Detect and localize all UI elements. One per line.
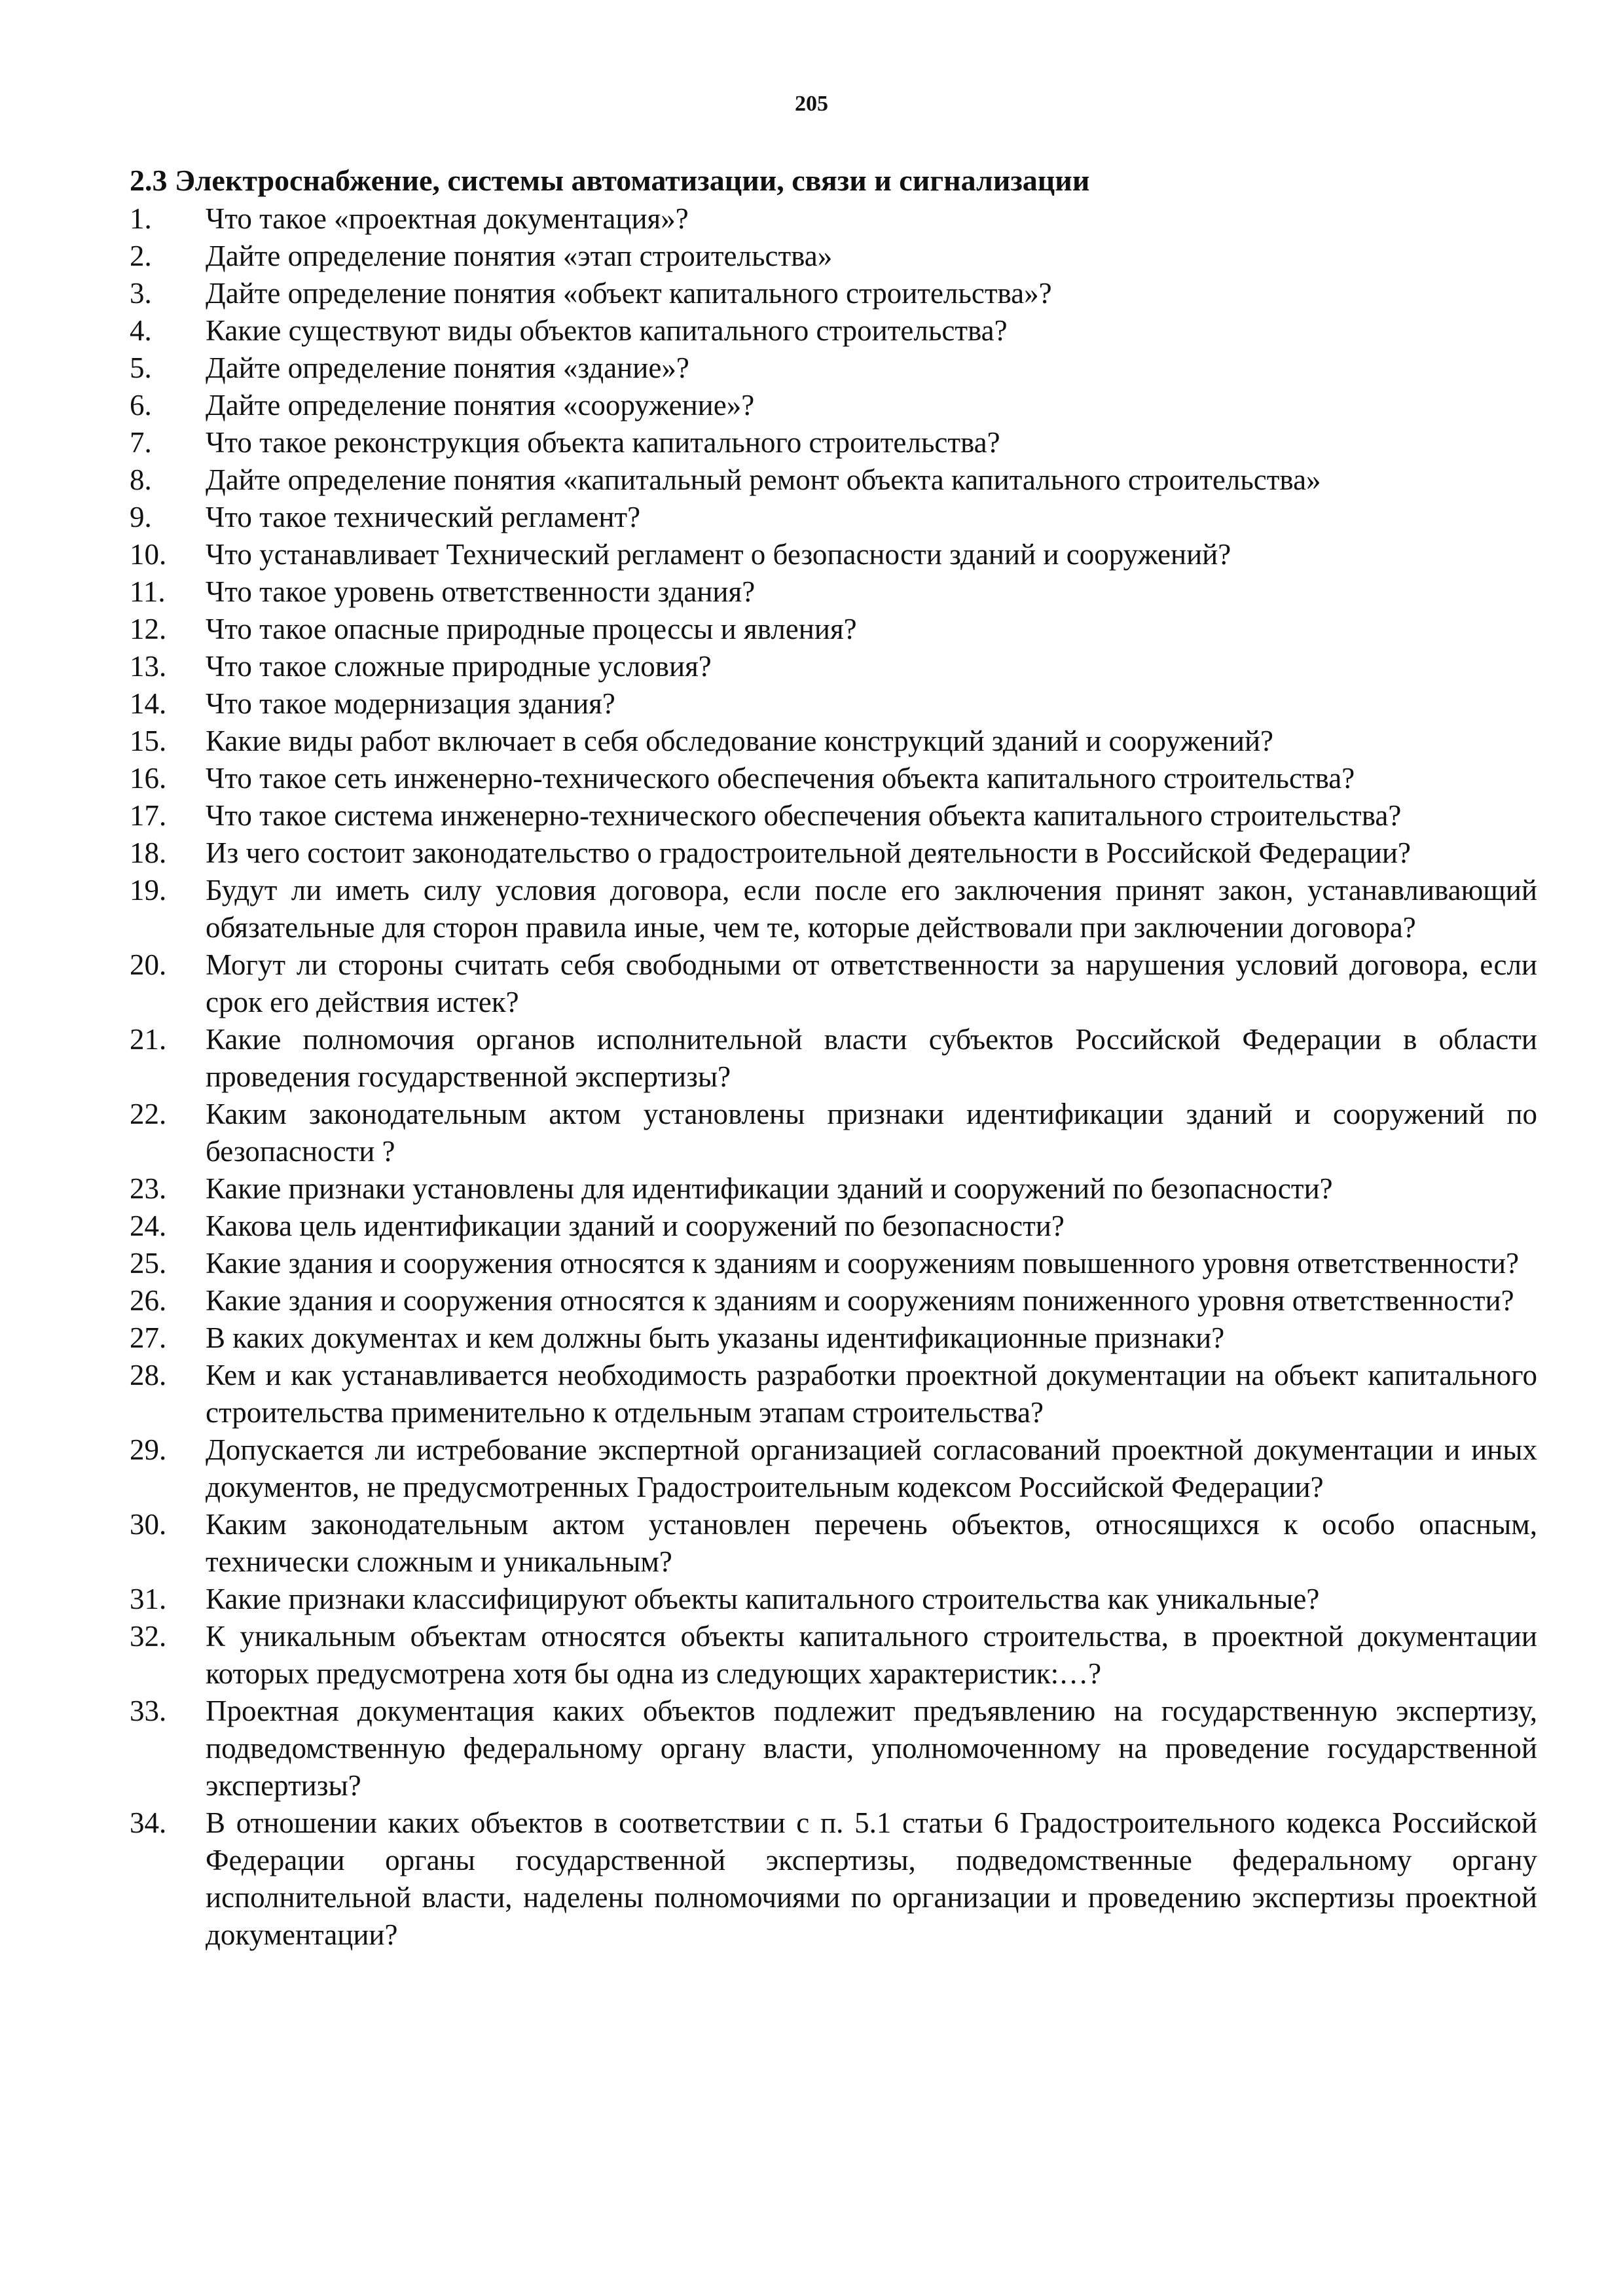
question-item bbox=[130, 1431, 1537, 1506]
question-number: 27. bbox=[130, 1321, 167, 1354]
question-text: Проектная документация каких объектов подлежит предъявлению на государственную экспертизу, подведомственную федеральному органу власти, уполномоченному на проведение государственной экспертизы? bbox=[206, 1695, 1537, 1802]
question-item bbox=[130, 1096, 1537, 1170]
question-item bbox=[130, 1581, 1537, 1618]
question-item bbox=[130, 723, 1537, 760]
question-number: 2. bbox=[130, 240, 152, 272]
question-number: 17. bbox=[130, 799, 167, 832]
question-item bbox=[130, 275, 1537, 312]
question-list bbox=[130, 200, 1537, 1954]
question-number: 16. bbox=[130, 762, 167, 795]
question-number: 7. bbox=[130, 426, 152, 459]
question-item bbox=[130, 200, 1537, 238]
question-text: Что такое сложные природные условия? bbox=[206, 650, 712, 683]
question-item bbox=[130, 350, 1537, 387]
question-number: 6. bbox=[130, 389, 152, 422]
question-item bbox=[130, 685, 1537, 723]
question-text: Что такое реконструкция объекта капитального строительства? bbox=[206, 426, 1000, 459]
question-text: Дайте определение понятия «этап строительства» bbox=[206, 240, 833, 272]
page-number: 205 bbox=[795, 92, 828, 116]
question-text: Дайте определение понятия «объект капитального строительства»? bbox=[206, 277, 1052, 310]
question-text: Какие полномочия органов исполнительной власти субъектов Российской Федерации в области проведения государственной экспертизы? bbox=[206, 1023, 1537, 1093]
question-item bbox=[130, 834, 1537, 872]
question-number: 33. bbox=[130, 1695, 167, 1727]
question-number: 11. bbox=[130, 575, 166, 608]
question-item bbox=[130, 1282, 1537, 1319]
question-number: 22. bbox=[130, 1098, 167, 1130]
question-text: Каким законодательным актом установлены признаки идентификации зданий и сооружений по безопасности ? bbox=[206, 1098, 1537, 1168]
question-item bbox=[130, 1618, 1537, 1693]
question-number: 15. bbox=[130, 725, 167, 757]
question-number: 31. bbox=[130, 1583, 167, 1615]
question-text: Из чего состоит законодательство о градостроительной деятельности в Российской Федерации? bbox=[206, 836, 1411, 869]
section-title: 2.3 Электроснабжение, системы автоматизации, связи и сигнализации bbox=[130, 164, 1090, 197]
question-item bbox=[130, 1506, 1537, 1581]
question-text: Что такое «проектная документация»? bbox=[206, 202, 689, 235]
question-number: 10. bbox=[130, 538, 167, 571]
question-text: Каким законодательным актом установлен перечень объектов, относящихся к особо опасным, технически сложным и уникальным? bbox=[206, 1508, 1537, 1578]
question-text: Могут ли стороны считать себя свободными от ответственности за нарушения условий договора, если срок его действия истек? bbox=[206, 948, 1537, 1018]
question-text: Кем и как устанавливается необходимость разработки проектной документации на объект капитального строительства применительно к отдельным этапам строительства? bbox=[206, 1359, 1537, 1429]
question-item bbox=[130, 424, 1537, 461]
question-text: Дайте определение понятия «здание»? bbox=[206, 351, 689, 384]
question-text: Какие признаки классифицируют объекты капитального строительства как уникальные? bbox=[206, 1583, 1320, 1615]
question-item bbox=[130, 872, 1537, 946]
question-text: Что такое модернизация здания? bbox=[206, 687, 615, 720]
question-number: 18. bbox=[130, 836, 167, 869]
question-item bbox=[130, 1357, 1537, 1431]
question-number: 29. bbox=[130, 1433, 167, 1466]
question-number: 9. bbox=[130, 501, 152, 533]
question-text: Что такое технический регламент? bbox=[206, 501, 641, 533]
question-text: Допускается ли истребование экспертной организацией согласований проектной документации и иных документов, не предусмотренных Градостроительным кодексом Российской Федерации? bbox=[206, 1433, 1537, 1503]
page-content bbox=[130, 161, 1537, 1954]
question-item bbox=[130, 499, 1537, 536]
question-item bbox=[130, 1319, 1537, 1357]
question-text: В каких документах и кем должны быть указаны идентификационные признаки? bbox=[206, 1321, 1225, 1354]
question-item bbox=[130, 387, 1537, 424]
question-text: Дайте определение понятия «капитальный ремонт объекта капитального строительства» bbox=[206, 463, 1321, 496]
question-number: 4. bbox=[130, 314, 152, 347]
question-text: Какова цель идентификации зданий и сооружений по безопасности? bbox=[206, 1210, 1065, 1242]
question-number: 32. bbox=[130, 1620, 167, 1653]
question-item bbox=[130, 238, 1537, 275]
question-text: К уникальным объектам относятся объекты капитального строительства, в проектной документации которых предусмотрена хотя бы одна из следующих характеристик:…? bbox=[206, 1620, 1537, 1690]
question-number: 23. bbox=[130, 1172, 167, 1205]
question-number: 12. bbox=[130, 613, 167, 645]
question-number: 28. bbox=[130, 1359, 167, 1391]
question-item bbox=[130, 648, 1537, 685]
question-text: Будут ли иметь силу условия договора, если после его заключения принят закон, устанавливающий обязательные для сторон правила иные, чем те, которые действовали при заключении договора? bbox=[206, 874, 1537, 944]
question-number: 34. bbox=[130, 1806, 167, 1839]
question-text: Дайте определение понятия «сооружение»? bbox=[206, 389, 755, 422]
question-number: 20. bbox=[130, 948, 167, 981]
question-text: Что такое уровень ответственности здания? bbox=[206, 575, 756, 608]
question-number: 21. bbox=[130, 1023, 167, 1056]
question-item bbox=[130, 1693, 1537, 1804]
question-text: Что такое сеть инженерно-технического обеспечения объекта капитального строительства? bbox=[206, 762, 1355, 795]
question-item bbox=[130, 1804, 1537, 1954]
question-item bbox=[130, 536, 1537, 573]
question-text: Какие существуют виды объектов капитального строительства? bbox=[206, 314, 1008, 347]
question-number: 30. bbox=[130, 1508, 167, 1541]
question-number: 25. bbox=[130, 1247, 167, 1280]
question-item bbox=[130, 312, 1537, 350]
question-number: 1. bbox=[130, 202, 152, 235]
question-number: 5. bbox=[130, 351, 152, 384]
question-text: Что такое система инженерно-технического обеспечения объекта капитального строительства? bbox=[206, 799, 1402, 832]
question-item bbox=[130, 760, 1537, 797]
question-item bbox=[130, 1021, 1537, 1096]
question-item bbox=[130, 797, 1537, 834]
question-item bbox=[130, 611, 1537, 648]
question-text: Какие виды работ включает в себя обследование конструкций зданий и сооружений? bbox=[206, 725, 1274, 757]
question-item bbox=[130, 1245, 1537, 1282]
question-item bbox=[130, 1208, 1537, 1245]
question-number: 24. bbox=[130, 1210, 167, 1242]
question-item bbox=[130, 573, 1537, 611]
question-text: Какие здания и сооружения относятся к зданиям и сооружениям повышенного уровня ответственности? bbox=[206, 1247, 1520, 1280]
question-number: 13. bbox=[130, 650, 167, 683]
question-text: Что устанавливает Технический регламент о безопасности зданий и сооружений? bbox=[206, 538, 1231, 571]
question-text: Какие признаки установлены для идентификации зданий и сооружений по безопасности? bbox=[206, 1172, 1333, 1205]
question-number: 3. bbox=[130, 277, 152, 310]
question-text: Что такое опасные природные процессы и явления? bbox=[206, 613, 857, 645]
question-number: 19. bbox=[130, 874, 167, 906]
question-text: В отношении каких объектов в соответствии с п. 5.1 статьи 6 Градостроительного кодекса Российской Федерации органы государственной экспертизы, подведомственные федеральному органу исполнительной власти, наделены полномочиями по организации и проведению экспертизы проектной документации? bbox=[206, 1806, 1537, 1951]
question-number: 8. bbox=[130, 463, 152, 496]
question-number: 26. bbox=[130, 1284, 167, 1317]
question-text: Какие здания и сооружения относятся к зданиям и сооружениям пониженного уровня ответственности? bbox=[206, 1284, 1514, 1317]
question-item bbox=[130, 461, 1537, 499]
question-item bbox=[130, 946, 1537, 1021]
question-item bbox=[130, 1170, 1537, 1208]
question-number: 14. bbox=[130, 687, 167, 720]
